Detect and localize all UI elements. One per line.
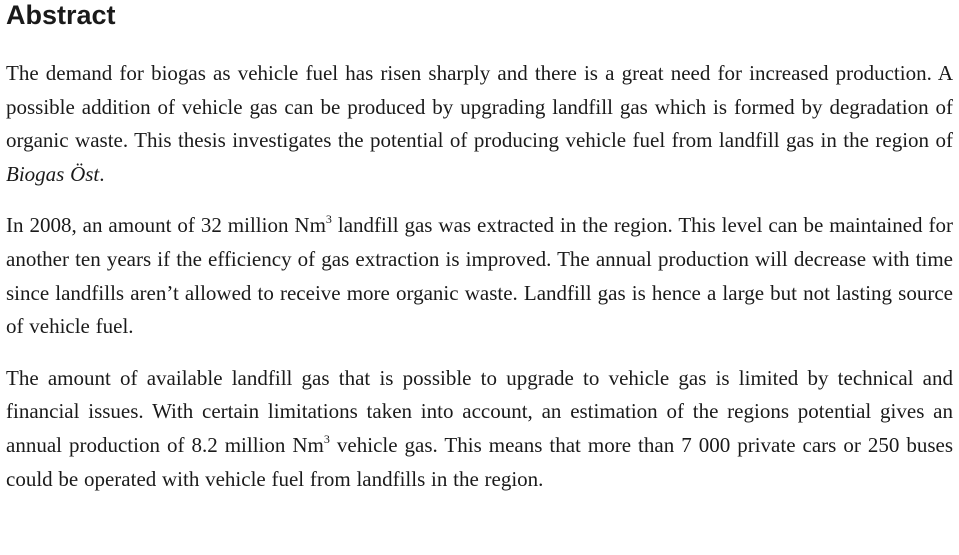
paragraph-2-text-start: In 2008, an amount of 32 million Nm — [6, 213, 326, 238]
paragraph-3-text-end: vehicle gas. This means that more than 7 000 private cars or 250 buses could be operated with vehicle fuel from landfills in the region. — [6, 432, 954, 491]
abstract-paragraph-2 — [6, 209, 953, 343]
region-name: Biogas Öst — [6, 161, 100, 186]
cubic-superscript: 3 — [325, 212, 332, 227]
paragraph-3-text-start: The amount of available landfill gas that is possible to upgrade to vehicle gas is limited by technical and financial issues. With certain limitations taken into account, an estimation of the regions potential gives an annual production of 8.2 million Nm — [6, 365, 953, 457]
paragraph-2-text-end: landfill gas was extracted in the region. This level can be maintained for another ten years if the efficiency of gas extraction is improved. The annual production will decrease with time since landfills aren’t allowed to receive more organic waste. Landfill gas is hence a large but not lasting source of vehicle fuel. — [6, 213, 953, 339]
cubic-superscript: 3 — [323, 431, 330, 446]
paragraph-1-end: . — [99, 161, 105, 186]
abstract-heading: Abstract — [6, 0, 116, 30]
abstract-paragraph-3 — [6, 362, 953, 496]
abstract-paragraph-1 — [6, 57, 953, 191]
paragraph-1-text: The demand for biogas as vehicle fuel has risen sharply and there is a great need for increased production. A possible addition of vehicle gas can be produced by upgrading landfill gas which is formed by degradation of organic waste. This thesis investigates the potential of producing vehicle fuel from landfill gas in the region of — [6, 61, 953, 153]
